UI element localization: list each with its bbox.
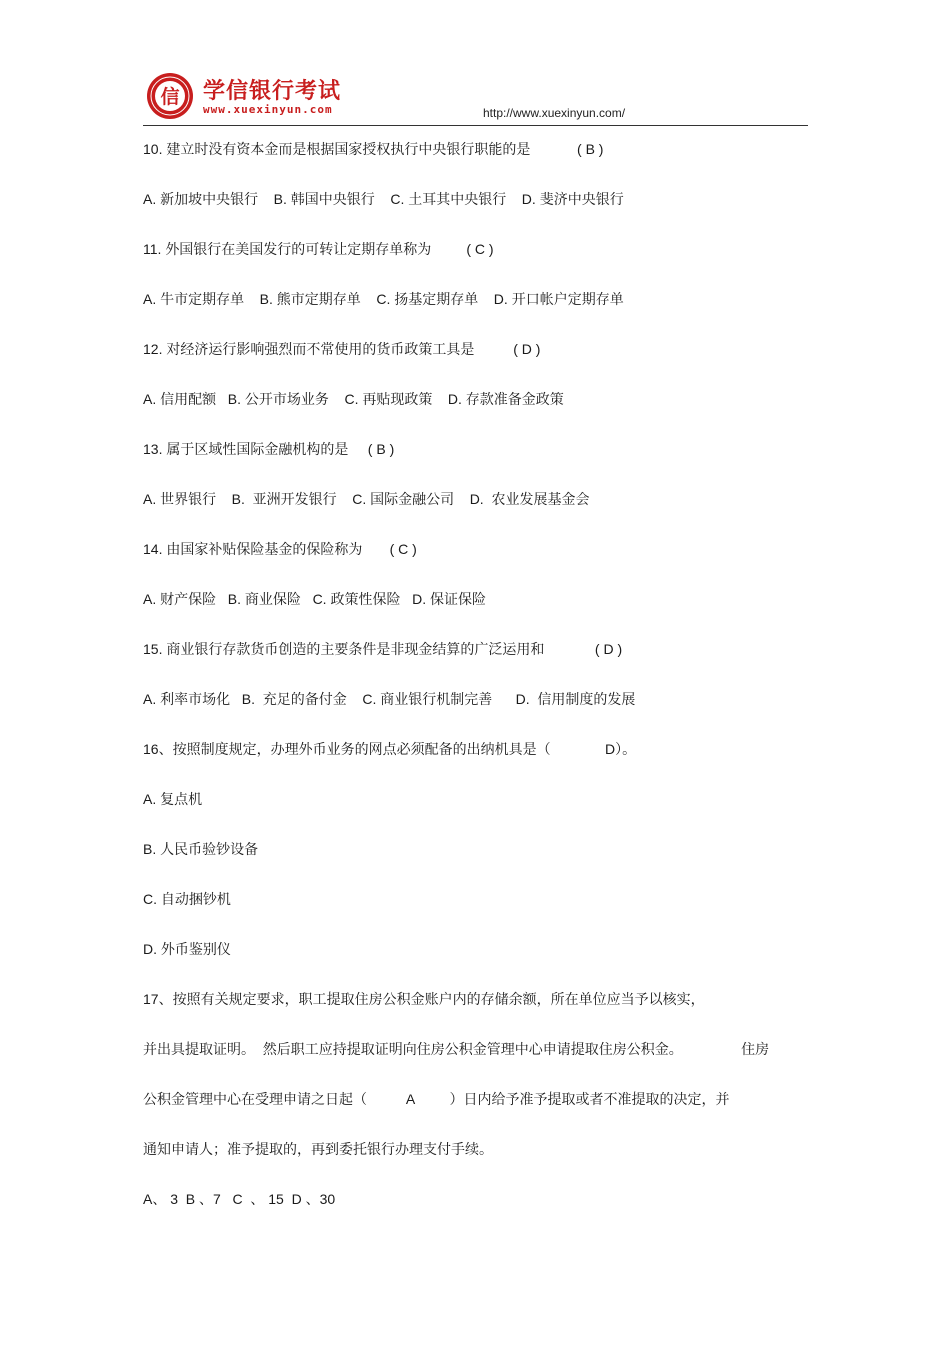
question-17-options: A、 3 B 、7 C 、 15 D 、30 xyxy=(143,1191,336,1207)
question-17-text-line-3: 公积金管理中心在受理申请之日起（ A ）日内给予准予提取或者不准提取的决定，并 xyxy=(143,1091,730,1107)
question-11-options: A. 牛市定期存单 B. 熊市定期存单 C. 扬基定期存单 D. 开口帐户定期存单 xyxy=(143,291,624,307)
question-16-text: 16、按照制度规定，办理外币业务的网点必须配备的出纳机具是（ D）。 xyxy=(143,741,637,757)
question-14-options: A. 财产保险 B. 商业保险 C. 政策性保险 D. 保证保险 xyxy=(143,591,487,607)
brand-url: www.xuexinyun.com xyxy=(203,103,333,116)
question-16-option-c: C. 自动捆钞机 xyxy=(143,891,231,907)
header-divider xyxy=(143,125,808,126)
question-list xyxy=(143,137,813,1237)
question-17-text-line-2: 并出具提取证明。 然后职工应持提取证明向住房公积金管理中心申请提取住房公积金。 住房 xyxy=(143,1041,770,1057)
question-15-options: A. 利率市场化 B. 充足的备付金 C. 商业银行机制完善 D. 信用制度的发展 xyxy=(143,691,636,707)
question-17-text-line-1: 17、按照有关规定要求，职工提取住房公积金账户内的存储余额，所在单位应当予以核实， xyxy=(143,991,705,1007)
page-header xyxy=(143,66,808,126)
question-16-option-a: A. 复点机 xyxy=(143,791,203,807)
brand-seal-glyph: 信 xyxy=(160,86,180,108)
question-13-options: A. 世界银行 B. 亚洲开发银行 C. 国际金融公司 D. 农业发展基金会 xyxy=(143,491,590,507)
brand-seal-logo xyxy=(146,72,194,120)
question-11-text: 11. 外国银行在美国发行的可转让定期存单称为 ( C ) xyxy=(143,241,494,257)
question-14-text: 14. 由国家补贴保险基金的保险称为 ( C ) xyxy=(143,541,417,557)
brand-name: 学信银行考试 xyxy=(203,78,342,104)
question-17-text-line-4: 通知申请人；准予提取的，再到委托银行办理支付手续。 xyxy=(143,1141,493,1157)
question-12-text: 12. 对经济运行影响强烈而不常使用的货币政策工具是 ( D ) xyxy=(143,341,541,357)
site-url-link[interactable]: http://www.xuexinyun.com/ xyxy=(483,106,626,120)
question-10-text: 10. 建立时没有资本金而是根据国家授权执行中央银行职能的是 ( B ) xyxy=(143,141,604,157)
question-12-options: A. 信用配额 B. 公开市场业务 C. 再贴现政策 D. 存款准备金政策 xyxy=(143,391,564,407)
question-16-option-d: D. 外币鉴别仪 xyxy=(143,941,231,957)
question-13-text: 13. 属于区域性国际金融机构的是 ( B ) xyxy=(143,441,395,457)
question-16-option-b: B. 人民币验钞设备 xyxy=(143,841,259,857)
question-10-options: A. 新加坡中央银行 B. 韩国中央银行 C. 土耳其中央银行 D. 斐济中央银行 xyxy=(143,191,624,207)
question-15-text: 15. 商业银行存款货币创造的主要条件是非现金结算的广泛运用和 ( D ) xyxy=(143,641,623,657)
